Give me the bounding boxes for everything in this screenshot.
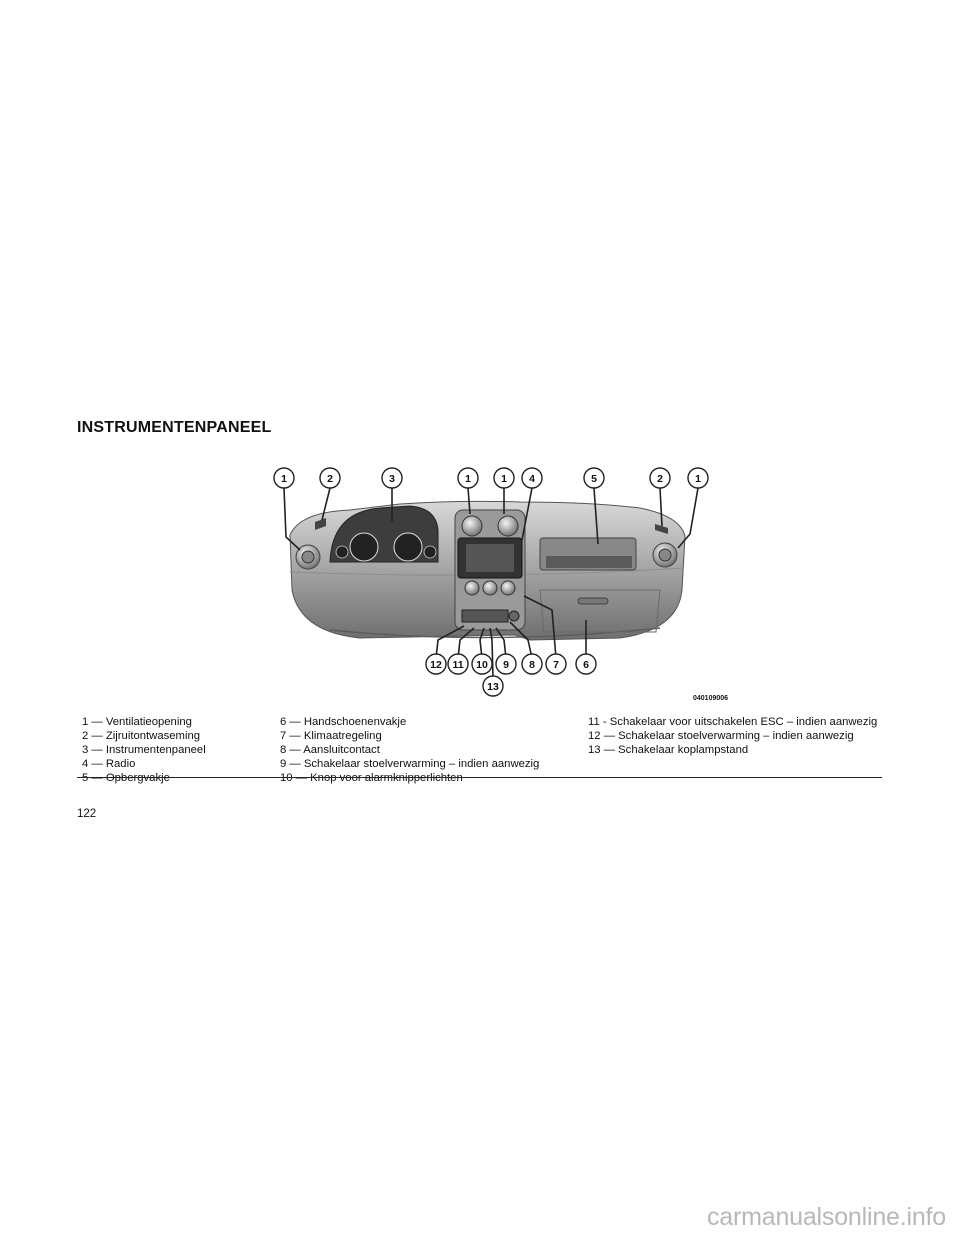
legend-item: 4 — Radio xyxy=(82,758,136,770)
svg-text:1: 1 xyxy=(281,473,287,485)
legend-column-3 xyxy=(588,715,877,757)
legend-column-1 xyxy=(82,715,206,785)
callouts-bottom xyxy=(426,654,596,696)
legend-item: 13 — Schakelaar koplampstand xyxy=(588,744,749,756)
svg-text:5: 5 xyxy=(591,473,597,485)
legend-item: 11 - Schakelaar voor uitschakelen ESC – indien aanwezig xyxy=(588,716,878,728)
legend-item: 3 — Instrumentenpaneel xyxy=(82,744,206,756)
legend-item: 9 — Schakelaar stoelverwarming – indien aanwezig xyxy=(280,758,540,770)
svg-text:2: 2 xyxy=(657,473,663,485)
svg-text:10: 10 xyxy=(476,659,488,671)
callouts-top xyxy=(274,468,708,488)
section-title: INSTRUMENTENPANEEL xyxy=(77,419,272,436)
legend-item: 1 — Ventilatieopening xyxy=(82,716,192,728)
svg-text:3: 3 xyxy=(389,473,395,485)
legend-item: 8 — Aansluitcontact xyxy=(280,744,380,756)
svg-text:13: 13 xyxy=(487,681,499,693)
legend-item: 10 — Knop voor alarmknipperlichten xyxy=(280,772,463,784)
svg-text:9: 9 xyxy=(503,659,509,671)
svg-text:7: 7 xyxy=(553,659,559,671)
legend-column-2 xyxy=(280,715,539,785)
watermark: carmanualsonline.info xyxy=(706,1203,946,1231)
page-number: 122 xyxy=(77,808,97,820)
svg-text:8: 8 xyxy=(529,659,535,671)
figure-code: 040109006 xyxy=(693,695,729,702)
legend-item: 7 — Klimaatregeling xyxy=(280,730,382,742)
legend-item: 6 — Handschoenenvakje xyxy=(280,716,407,728)
svg-text:1: 1 xyxy=(465,473,471,485)
legend-item: 2 — Zijruitontwaseming xyxy=(82,730,201,742)
svg-text:4: 4 xyxy=(529,473,535,485)
legend-item: 5 — Opbergvakje xyxy=(82,772,170,784)
svg-text:1: 1 xyxy=(695,473,701,485)
dashboard-illustration xyxy=(260,460,740,700)
svg-text:1: 1 xyxy=(501,473,507,485)
svg-text:12: 12 xyxy=(430,659,442,671)
svg-text:2: 2 xyxy=(327,473,333,485)
svg-text:11: 11 xyxy=(452,659,464,671)
legend-item: 12 — Schakelaar stoelverwarming – indien aanwezig xyxy=(588,730,854,742)
divider-line xyxy=(77,777,882,778)
svg-text:6: 6 xyxy=(583,659,589,671)
